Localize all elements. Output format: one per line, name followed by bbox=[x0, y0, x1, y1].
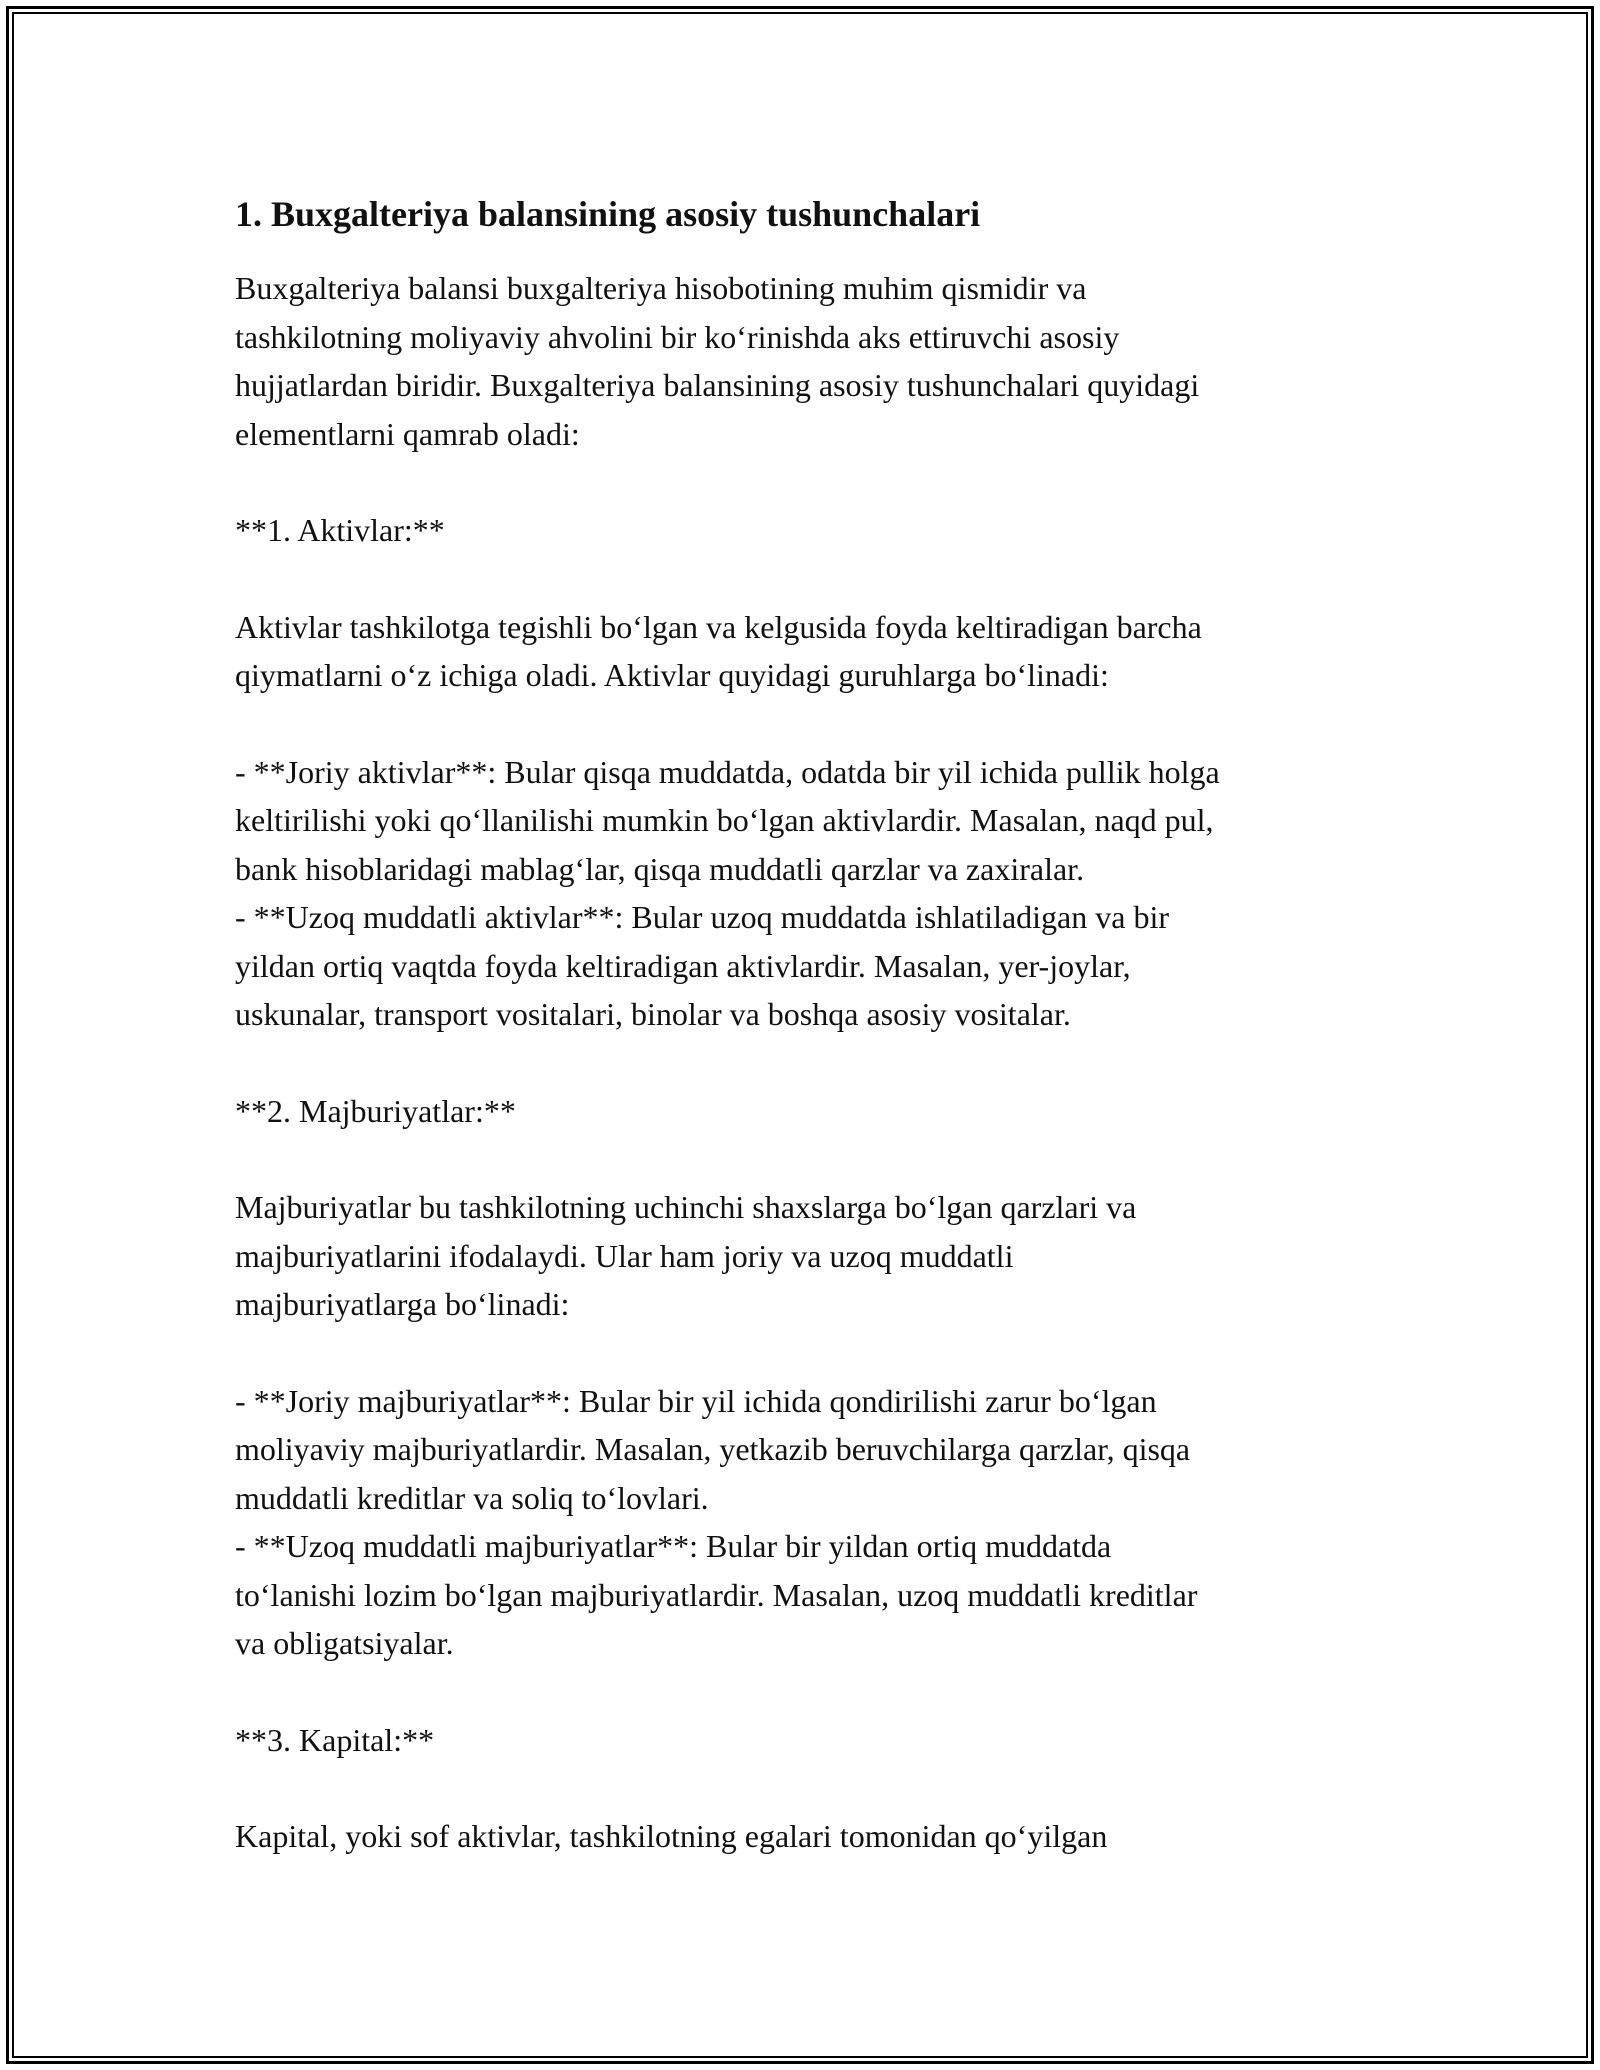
subheading-capital: **3. Kapital:** bbox=[235, 1721, 435, 1758]
document-body bbox=[235, 188, 1385, 1861]
liabilities-list: - **Joriy majburiyatlar**: Bular bir yil ichida qondirilishi zarur bo‘lgan moliyaviy majburiyatlardir. Masalan, yetkazib beruvchilarga qarzlar, qisqa muddatli kreditlar va soliq to‘lovlari. - **Uzoq muddatli majburiyatlar**: Bular bir yildan ortiq muddatda to‘lanishi lozim bo‘lgan majburiyatlardir. Masalan, uzoq muddatli kreditlar va obligatsiyalar. bbox=[235, 1382, 1198, 1661]
liabilities-paragraph: Majburiyatlar bu tashkilotning uchinchi shaxslarga bo‘lgan qarzlari va majburiyatlarini ifodalaydi. Ular ham joriy va uzoq muddatli majburiyatlarga bo‘linadi: bbox=[235, 1189, 1137, 1322]
assets-paragraph: Aktivlar tashkilotga tegishli bo‘lgan va kelgusida foyda keltiradigan barcha qiymatlarni o‘z ichiga oladi. Aktivlar quyidagi guruhlarga bo‘linadi: bbox=[235, 608, 1202, 693]
section-heading: 1. Buxgalteriya balansining asosiy tushunchalari bbox=[235, 194, 981, 234]
subheading-liabilities: **2. Majburiyatlar:** bbox=[235, 1092, 516, 1129]
capital-paragraph: Kapital, yoki sof aktivlar, tashkilotning egalari tomonidan qo‘yilgan bbox=[235, 1818, 1108, 1854]
subheading-assets: **1. Aktivlar:** bbox=[235, 512, 445, 548]
intro-paragraph: Buxgalteriya balansi buxgalteriya hisobotining muhim qismidir va tashkilotning moliyaviy ahvolini bir ko‘rinishda aks ettiruvchi asosiy hujjatlardan biridir. Buxgalteriya balansining asosiy tushunchalari quyidagi elementlarni qamrab oladi: bbox=[235, 270, 1200, 452]
assets-list: - **Joriy aktivlar**: Bular qisqa muddatda, odatda bir yil ichida pullik holga keltirilishi yoki qo‘llanilishi mumkin bo‘lgan aktivlardir. Masalan, naqd pul, bank hisoblaridagi mablag‘lar, qisqa muddatli qarzlar va zaxiralar. - **Uzoq muddatli aktivlar**: Bular uzoq muddatda ishlatiladigan va bir yildan ortiq vaqtda foyda keltiradigan aktivlardir. Masalan, yer-joylar, uskunalar, transport vositalari, binolar va boshqa asosiy vositalar. bbox=[235, 753, 1220, 1032]
